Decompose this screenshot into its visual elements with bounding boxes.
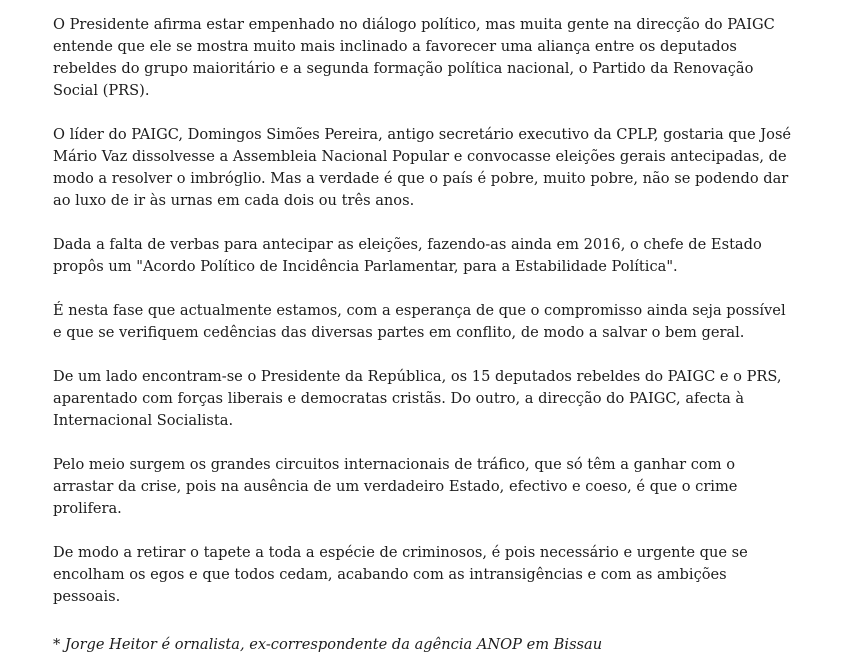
paragraph-2: O líder do PAIGC, Domingos Simões Pereira, antigo secretário executivo da CPLP, gostaria que José Mário Vaz dissolvesse a Assembleia Nacional Popular e convocasse eleições gerais antecipadas, de modo a resolver o imbróglio. Mas a verdade é que o país é pobre, muito pobre, não se podendo dar ao luxo de ir às urnas em cada dois ou três anos. xyxy=(53,126,792,209)
paragraph-3: Dada a falta de verbas para antecipar as eleições, fazendo-as ainda em 2016, o chefe de Estado propôs um "Acordo Político de Incidência Parlamentar, para a Estabilidade Política". xyxy=(53,236,762,275)
paragraph-4: É nesta fase que actualmente estamos, com a esperança de que o compromisso ainda seja possível e que se verifiquem cedências das diversas partes em conflito, de modo a salvar o bem geral. xyxy=(53,302,786,341)
article-body xyxy=(53,14,793,656)
paragraph-5: De um lado encontram-se o Presidente da República, os 15 deputados rebeldes do PAIGC e o PRS, aparentado com forças liberais e democratas cristãs. Do outro, a direcção do PAIGC, afecta à Internacional Socialista. xyxy=(53,368,782,429)
paragraph-7: De modo a retirar o tapete a toda a espécie de criminosos, é pois necessário e urgente que se encolham os egos e que todos cedam, acabando com as intransigências e com as ambições pessoais. xyxy=(53,544,748,605)
paragraph-6: Pelo meio surgem os grandes circuitos internacionais de tráfico, que só têm a ganhar com o arrastar da crise, pois na ausência de um verdadeiro Estado, efectivo e coeso, é que o crime prolifera. xyxy=(53,456,738,517)
paragraph-1: O Presidente afirma estar empenhado no diálogo político, mas muita gente na direcção do PAIGC entende que ele se mostra muito mais inclinado a favorecer uma aliança entre os deputados rebeldes do grupo maioritário e a segunda formação política nacional, o Partido da Renovação Social (PRS). xyxy=(53,16,775,99)
author-byline: * Jorge Heitor é ornalista, ex-correspondente da agência ANOP em Bissau xyxy=(53,636,603,653)
